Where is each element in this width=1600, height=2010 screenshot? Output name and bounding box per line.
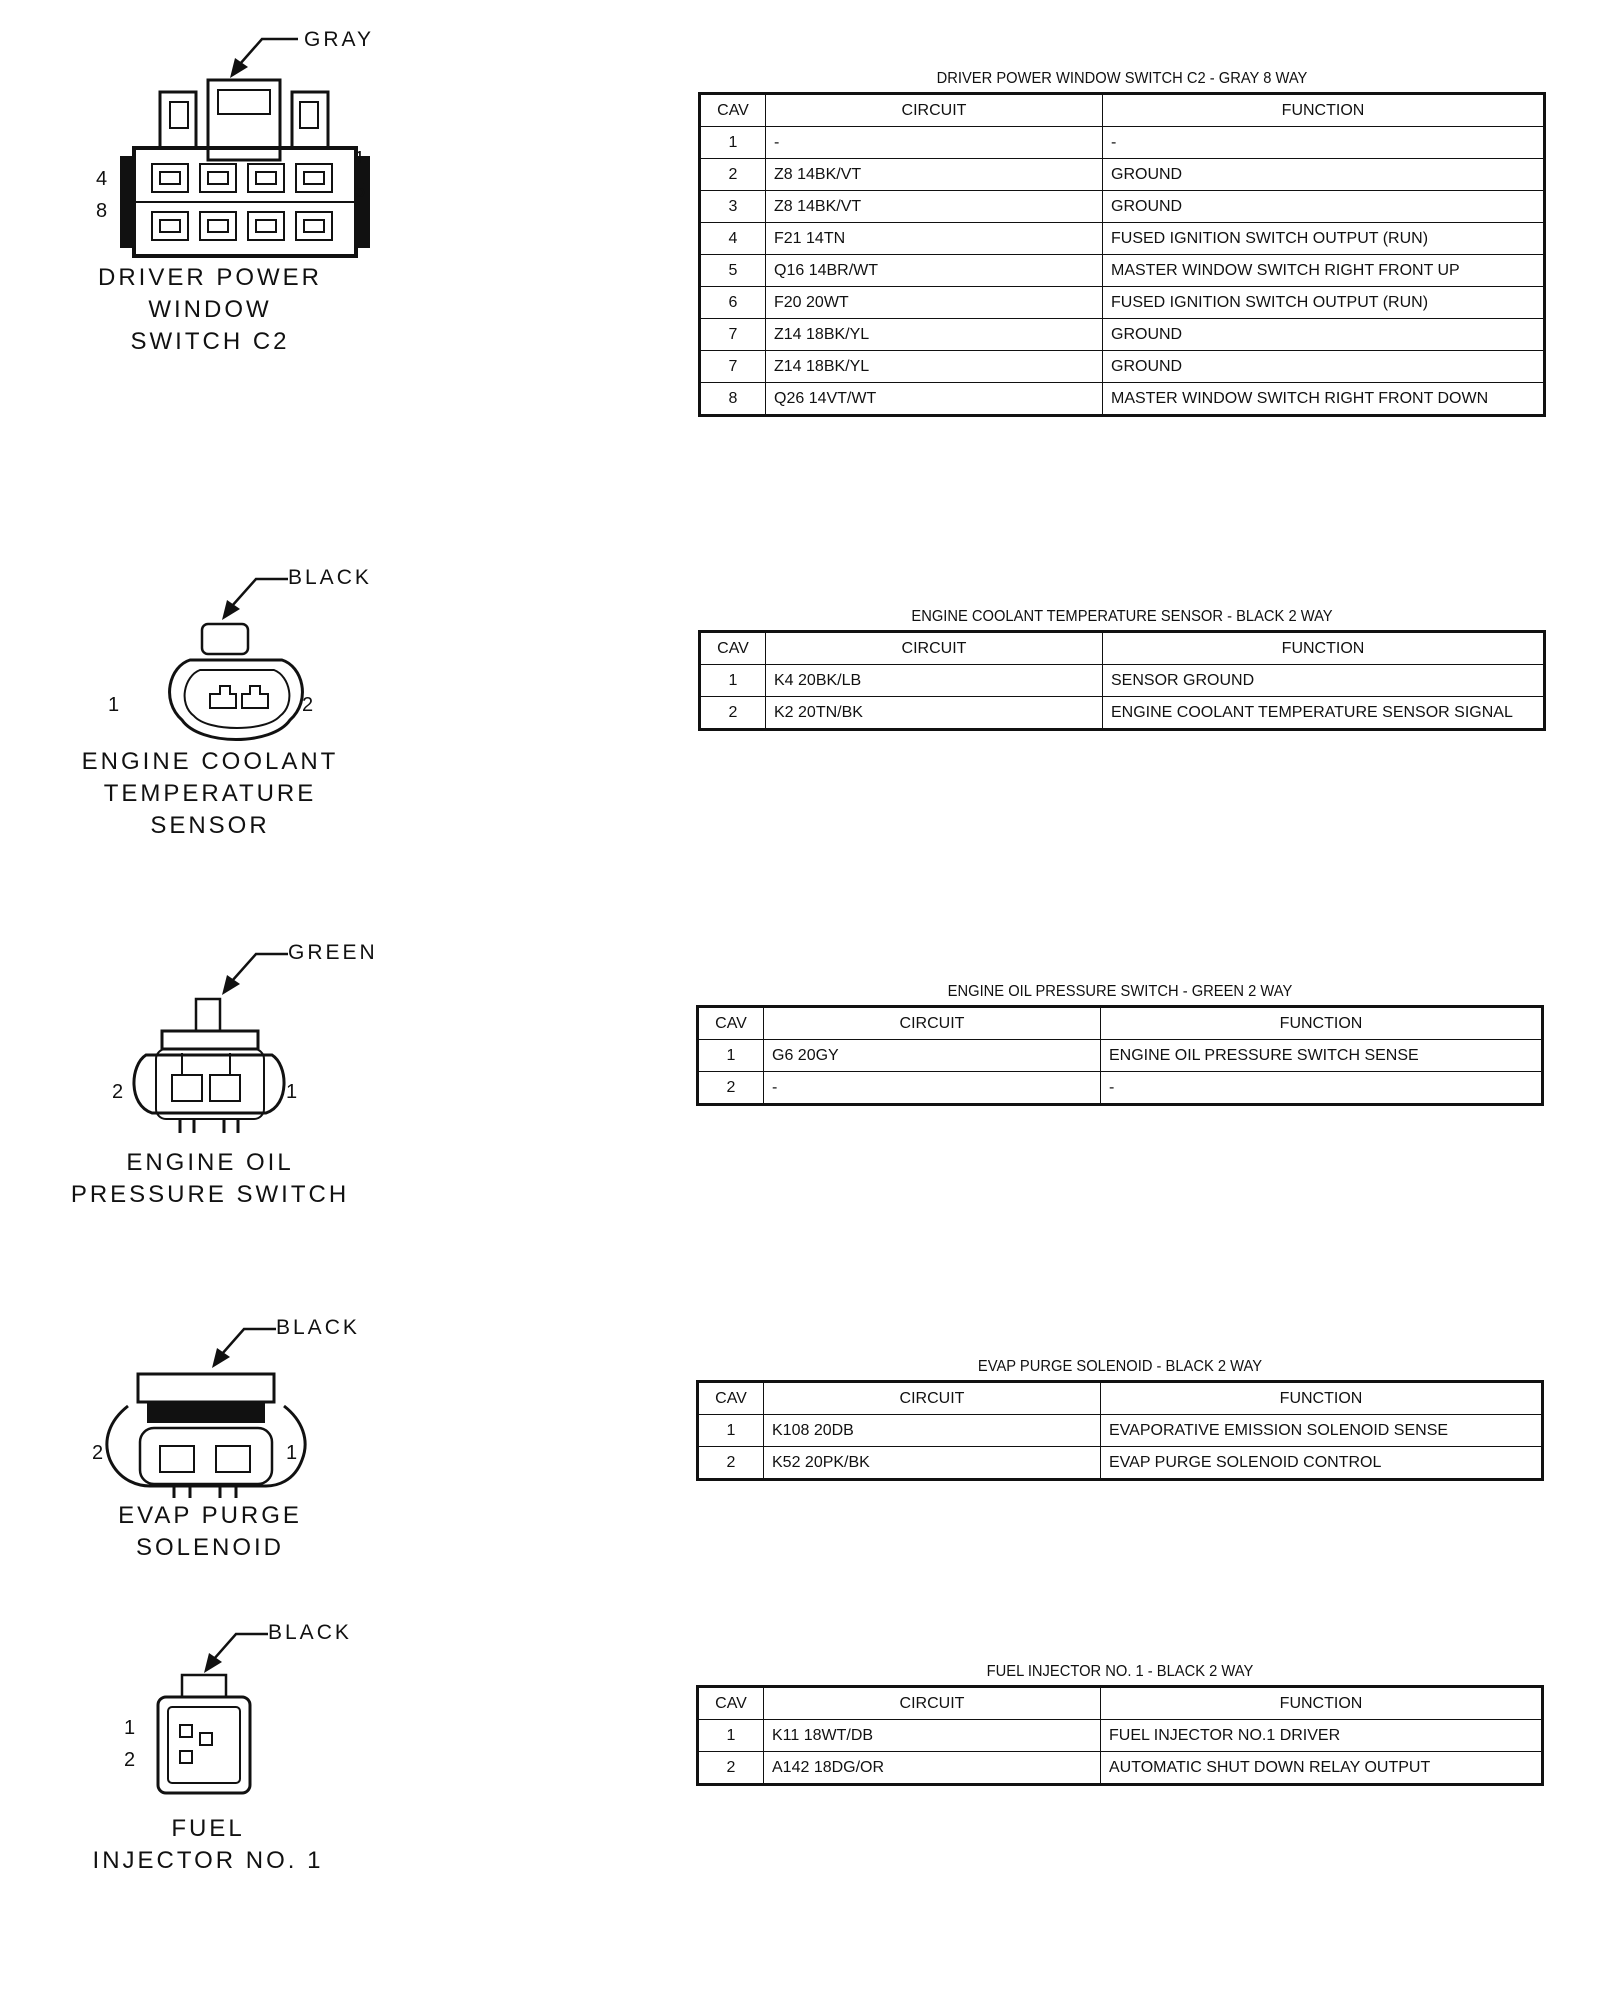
table-row (700, 351, 1545, 383)
cell-circuit: K108 20DB (764, 1415, 1101, 1447)
connector-diagram (90, 935, 410, 1135)
wire-color-label: GREEN (288, 941, 378, 964)
cell-function: EVAPORATIVE EMISSION SOLENOID SENSE (1101, 1415, 1543, 1447)
cell-cav: 2 (700, 697, 766, 730)
cell-cav: 2 (698, 1752, 764, 1785)
cell-cav: 7 (700, 319, 766, 351)
table-row (700, 319, 1545, 351)
cell-circuit: G6 20GY (764, 1040, 1101, 1072)
table-row (698, 1040, 1543, 1072)
connector-name-line: SOLENOID (135, 1534, 285, 1561)
table-row (700, 127, 1545, 159)
pin-label: 1 (286, 1081, 298, 1103)
header-function: FUNCTION (1103, 94, 1545, 127)
header-cav: CAV (700, 632, 766, 665)
header-function: FUNCTION (1103, 632, 1545, 665)
header-cav: CAV (698, 1382, 764, 1415)
cell-function: EVAP PURGE SOLENOID CONTROL (1101, 1447, 1543, 1480)
cell-cav: 5 (700, 255, 766, 287)
pinout-table (698, 608, 1546, 731)
pin-label: 4 (96, 168, 108, 190)
cell-circuit: F21 14TN (766, 223, 1103, 255)
connector-diagram (80, 1310, 400, 1510)
connector-name-line: FUEL (171, 1815, 245, 1842)
header-circuit: CIRCUIT (764, 1382, 1101, 1415)
table-row (698, 1720, 1543, 1752)
connector-name-line: DRIVER POWER (97, 264, 322, 291)
pinout-table (696, 1358, 1544, 1481)
cell-function: AUTOMATIC SHUT DOWN RELAY OUTPUT (1101, 1752, 1543, 1785)
connector-name (58, 1813, 358, 1877)
table-row (698, 1072, 1543, 1105)
connector-section-driver-power-window-switch (0, 0, 1600, 460)
pinout-table (696, 983, 1544, 1106)
connector-name-line: ENGINE COOLANT (81, 748, 339, 775)
pin-label: 2 (302, 694, 314, 716)
connector-diagram (90, 560, 410, 740)
cell-circuit: F20 20WT (766, 287, 1103, 319)
table-title: ENGINE COOLANT TEMPERATURE SENSOR - BLACK 2 WAY (911, 608, 1333, 625)
cell-function: SENSOR GROUND (1103, 665, 1545, 697)
header-circuit: CIRCUIT (764, 1687, 1101, 1720)
cell-circuit: Q26 14VT/WT (766, 383, 1103, 416)
table-row (700, 383, 1545, 416)
table-row (698, 1415, 1543, 1447)
cell-circuit: K2 20TN/BK (766, 697, 1103, 730)
cell-circuit: K52 20PK/BK (764, 1447, 1101, 1480)
connector-name (60, 1147, 360, 1211)
cell-function: ENGINE OIL PRESSURE SWITCH SENSE (1101, 1040, 1543, 1072)
connector-name-line: SWITCH C2 (130, 328, 290, 355)
cell-cav: 2 (698, 1072, 764, 1105)
cell-function: GROUND (1103, 191, 1545, 223)
pin-label: 1 (286, 1442, 298, 1464)
table-row (700, 255, 1545, 287)
wire-color-label: BLACK (276, 1316, 360, 1339)
connector-name (60, 262, 360, 358)
table-title: DRIVER POWER WINDOW SWITCH C2 - GRAY 8 WAY (936, 70, 1308, 87)
cell-function: ENGINE COOLANT TEMPERATURE SENSOR SIGNAL (1103, 697, 1545, 730)
header-circuit: CIRCUIT (766, 632, 1103, 665)
cell-cav: 8 (700, 383, 766, 416)
cell-function: MASTER WINDOW SWITCH RIGHT FRONT UP (1103, 255, 1545, 287)
pin-label: 8 (96, 200, 108, 222)
connector-name (60, 1500, 360, 1564)
header-cav: CAV (700, 94, 766, 127)
cell-cav: 7 (700, 351, 766, 383)
black-2-way-injector-connector-drawing (90, 1615, 410, 1815)
cell-circuit: - (764, 1072, 1101, 1105)
table-title: EVAP PURGE SOLENOID - BLACK 2 WAY (977, 1358, 1263, 1375)
connector-diagram (90, 1615, 410, 1815)
connector-name-line: EVAP PURGE (118, 1502, 302, 1529)
connector-name-line: SENSOR (150, 812, 270, 839)
cell-cav: 2 (698, 1447, 764, 1480)
pin-label: 2 (92, 1442, 104, 1464)
cell-circuit: Z14 18BK/YL (766, 351, 1103, 383)
pin-label: 2 (112, 1081, 124, 1103)
pin-label: 2 (124, 1749, 136, 1771)
cell-cav: 1 (698, 1415, 764, 1447)
cell-function: GROUND (1103, 159, 1545, 191)
cell-circuit: K11 18WT/DB (764, 1720, 1101, 1752)
connector-section-engine-oil-pressure-switch (0, 915, 1600, 1235)
cell-circuit: Q16 14BR/WT (766, 255, 1103, 287)
connector-name-line: TEMPERATURE (103, 780, 317, 807)
connector-name-line: WINDOW (148, 296, 272, 323)
cell-function: FUSED IGNITION SWITCH OUTPUT (RUN) (1103, 223, 1545, 255)
cell-cav: 1 (700, 665, 766, 697)
table-row (698, 1752, 1543, 1785)
cell-function: GROUND (1103, 351, 1545, 383)
cell-cav: 2 (700, 159, 766, 191)
wire-color-label: BLACK (288, 566, 372, 589)
header-function: FUNCTION (1101, 1382, 1543, 1415)
cell-circuit: - (766, 127, 1103, 159)
table-row (700, 191, 1545, 223)
cell-function: FUSED IGNITION SWITCH OUTPUT (RUN) (1103, 287, 1545, 319)
pin-label: 1 (108, 694, 120, 716)
connector-section-fuel-injector-no-1 (0, 1595, 1600, 1925)
cell-cav: 6 (700, 287, 766, 319)
cell-circuit: K4 20BK/LB (766, 665, 1103, 697)
pin-label: 1 (124, 1717, 136, 1739)
wire-color-label: BLACK (268, 1621, 352, 1644)
cell-function: MASTER WINDOW SWITCH RIGHT FRONT DOWN (1103, 383, 1545, 416)
connector-name (60, 746, 360, 842)
table-row (698, 1447, 1543, 1480)
pin-label: 5 (354, 180, 366, 202)
cell-cav: 4 (700, 223, 766, 255)
pin-label: 1 (354, 148, 366, 170)
header-cav: CAV (698, 1007, 764, 1040)
table-title: ENGINE OIL PRESSURE SWITCH - GREEN 2 WAY (947, 983, 1293, 1000)
table-row (700, 223, 1545, 255)
cell-function: - (1103, 127, 1545, 159)
cell-function: - (1101, 1072, 1543, 1105)
cell-cav: 1 (698, 1720, 764, 1752)
connector-name-line: PRESSURE SWITCH (70, 1181, 350, 1208)
cell-circuit: Z8 14BK/VT (766, 159, 1103, 191)
cell-circuit: A142 18DG/OR (764, 1752, 1101, 1785)
header-function: FUNCTION (1101, 1007, 1543, 1040)
connector-name-line: INJECTOR NO. 1 (92, 1847, 324, 1874)
cell-cav: 1 (700, 127, 766, 159)
header-cav: CAV (698, 1687, 764, 1720)
cell-circuit: Z8 14BK/VT (766, 191, 1103, 223)
header-circuit: CIRCUIT (766, 94, 1103, 127)
connector-name-line: ENGINE OIL (126, 1149, 294, 1176)
pinout-table (698, 70, 1546, 417)
table-row (700, 665, 1545, 697)
cell-circuit: Z14 18BK/YL (766, 319, 1103, 351)
connector-section-engine-coolant-temperature-sensor (0, 540, 1600, 860)
pinout-table (696, 1663, 1544, 1786)
cell-function: FUEL INJECTOR NO.1 DRIVER (1101, 1720, 1543, 1752)
table-row (700, 287, 1545, 319)
table-row (700, 697, 1545, 730)
wire-color-label: GRAY (304, 28, 374, 51)
green-2-way-connector-drawing (90, 935, 410, 1135)
connector-section-evap-purge-solenoid (0, 1290, 1600, 1610)
table-title: FUEL INJECTOR NO. 1 - BLACK 2 WAY (986, 1663, 1254, 1680)
header-function: FUNCTION (1101, 1687, 1543, 1720)
cell-function: GROUND (1103, 319, 1545, 351)
cell-cav: 1 (698, 1040, 764, 1072)
header-circuit: CIRCUIT (764, 1007, 1101, 1040)
black-2-way-evap-connector-drawing (80, 1310, 400, 1510)
table-row (700, 159, 1545, 191)
cell-cav: 3 (700, 191, 766, 223)
